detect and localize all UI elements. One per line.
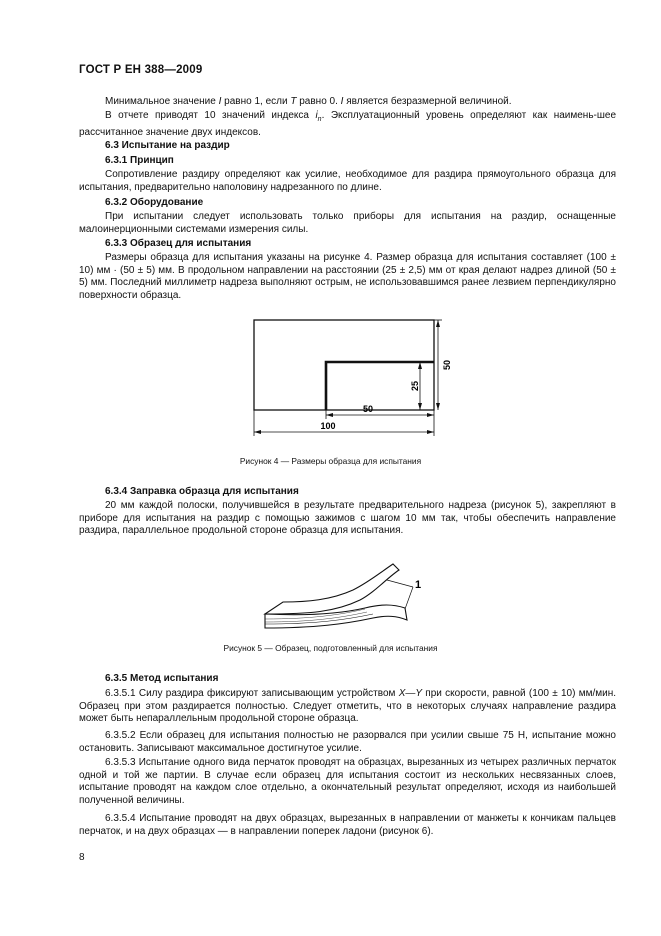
figure-5-label: 1 (415, 579, 422, 591)
var-t: T (290, 96, 297, 107)
arrowhead (427, 430, 434, 434)
leader-line (405, 587, 413, 609)
section-6-3-3-text: Размеры образца для испытания указаны на рисунке 4. Размер образца для испытания составляет (100 ± 10) мм · (50 ± 5) мм. В продольном направлении на расстоянии (25 ± 2,5) мм от края делают надрез длиной (50 ± 5) мм. Последний миллиметр надреза выполняют острым, не использовавшимся ранее лезвием перпендикулярно поверхности образца. (79, 252, 616, 301)
intro-paragraph-2 (79, 110, 616, 139)
section-6-3-5-4-text: 6.3.5.4 Испытание проводят на двух образцах, вырезанных в направлении от манжеты к кончикам пальцев перчаток, и на двух образцах — в направлении поперек ладони (рисунок 6). (79, 813, 616, 837)
arrowhead (418, 403, 422, 410)
section-6-3-4-title: 6.3.4 Заправка образца для испытания (105, 486, 299, 497)
para-text: при скорости, равной (100 ± 10) мм/мин. Образец при этом раздирается полностью. Следует отметить, что в некоторых случаях направление раздира может быть непараллельным продольной стороне образца. (79, 688, 616, 725)
intro-text: равно 1, если (221, 96, 291, 107)
arrowhead (427, 413, 434, 417)
dim-label-offset: 25 (410, 380, 420, 392)
intro-text: равно 0. (296, 96, 341, 107)
intro-paragraph-1 (79, 96, 616, 109)
section-6-3-2-text: При испытании следует использовать только приборы для испытания на раздир, оснащенные малоинерционными системами измерения силы. (79, 211, 616, 235)
section-6-3-5-3-text: 6.3.5.3 Испытание одного вида перчаток проводят на образцах, вырезанных из четырех различных перчаток одной и той же партии. В случае если образец для испытания состоит из нескольких несвязанных слоев, испытание проводят на каждом слое отдельно, а окончательный результат определяют, исходя из наибольшей полученной величины. (79, 757, 616, 806)
para-text: 6.3.5.1 Силу раздира фиксируют записывающим устройством (105, 688, 399, 699)
var-i: I (218, 96, 222, 107)
figure-4-caption: Рисунок 4 — Размеры образца для испытания (239, 456, 422, 466)
section-6-3-1-title: 6.3.1 Принцип (105, 155, 174, 166)
arrowhead (436, 320, 440, 327)
dim-label-cut: 50 (362, 404, 374, 414)
arrowhead (254, 430, 261, 434)
dim-label-width: 100 (320, 421, 336, 431)
figure-5-caption: Рисунок 5 — Образец, подготовленный для испытания (223, 643, 438, 653)
intro-text: Минимальное значение (105, 96, 219, 107)
section-6-3-4-text: 20 мм каждой полоски, получившейся в результате предварительного надреза (рисунок 5), закрепляют в приборе для испытания на раздир с помощью зажимов с шагом 10 мм так, чтобы обеспечить направление раздира, параллельное продольной стороне образца для испытания. (79, 500, 616, 537)
section-6-3-5-1-text (79, 688, 616, 726)
var-index: i (315, 110, 318, 121)
var-i: I (340, 96, 344, 107)
section-6-3-3-title: 6.3.3 Образец для испытания (105, 238, 252, 249)
section-6-3-1-text: Сопротивление раздиру определяют как усилие, необходимое для раздира прямоугольного образца для испытания, предварительно наполовину надрезанного по длине. (79, 169, 616, 193)
intro-text: . Эксплуатационный уровень определяют как наимень-шее рассчитанное значение двух индексов. (79, 110, 617, 138)
intro-text: является безразмерной величиной. (343, 96, 512, 107)
page-number: 8 (79, 852, 85, 863)
var-subscript: n (317, 116, 322, 123)
arrowhead (436, 403, 440, 410)
figure-5-drawing (255, 552, 430, 640)
specimen-outline (254, 320, 434, 410)
standard-header: ГОСТ Р ЕН 388—2009 (79, 64, 203, 76)
section-6-3-title: 6.3 Испытание на раздир (105, 140, 230, 151)
section-6-3-2-title: 6.3.2 Оборудование (105, 197, 204, 208)
section-6-3-5-2-text: 6.3.5.2 Если образец для испытания полностью не разорвался при усилии свыше 75 Н, испытание можно остановить. Записывают максимальное достигнутое усилие. (79, 730, 616, 754)
section-6-3-5-title: 6.3.5 Метод испытания (105, 673, 219, 684)
arrowhead (326, 413, 333, 417)
dim-label-height: 50 (442, 359, 452, 371)
leader-line (387, 580, 413, 587)
intro-text: В отчете приводят 10 значений индекса (105, 110, 316, 121)
figure-4-drawing (240, 310, 460, 440)
var-xy: X—Y (398, 688, 423, 699)
